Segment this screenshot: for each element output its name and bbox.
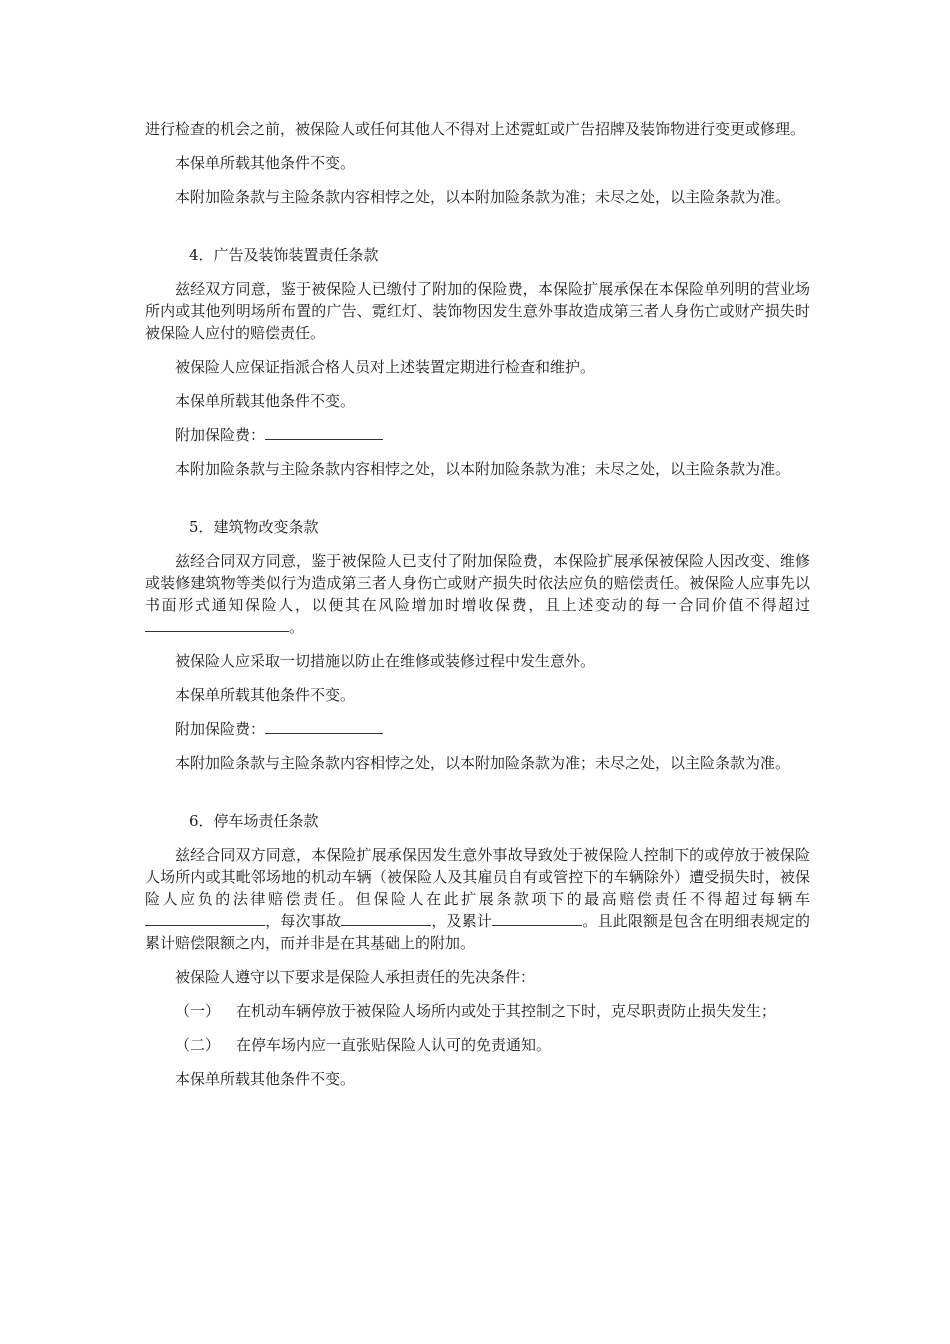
section-6-paragraph-3: 本保单所载其他条件不变。 [175,1070,356,1088]
section-5-paragraph-2: 被保险人应采取一切措施以防止在维修或装修过程中发生意外。 [175,652,596,670]
section-5-paragraph-5: 本附加险条款与主险条款内容相悖之处，以本附加险条款为准；未尽之处，以主险条款为准。 [175,754,791,772]
section-6-text-b: ，每次事故 [265,912,342,930]
section-5-paragraph-1-text: 兹经合同双方同意，鉴于被保险人已支付了附加保险费，本保险扩展承保被保险人因改变、维修或装修建筑物等类似行为造成第三者人身伤亡或财产损失时依法应负的赔偿责任。被保险人应事先以书面形式通知保险人，以便其在风险增加时增收保费，且上述变动的每一合同价值不得超过 [145,552,810,614]
document-page [145,118,810,1102]
section-5-paragraph-1 [145,550,810,638]
section-5 [145,516,810,774]
section-5-value-blank [145,616,289,632]
section-5-paragraph-1-end: 。 [289,618,305,636]
section-6-text-c: ，及累计 [431,912,493,930]
section-6-aggregate-blank [492,910,582,926]
section-6-item-1 [145,1000,810,1022]
intro-paragraph-2: 本保单所载其他条件不变。 [175,154,356,172]
section-5-paragraph-3: 本保单所载其他条件不变。 [175,686,356,704]
section-4-paragraph-3: 本保单所载其他条件不变。 [175,392,356,410]
section-6-heading: 6．停车场责任条款 [189,812,319,830]
section-6-item-2 [145,1034,810,1056]
section-4-premium-line [145,424,810,446]
section-4-paragraph-2: 被保险人应保证指派合格人员对上述装置定期进行检查和维护。 [175,358,596,376]
section-6-item-2-text: 在停车场内应一直张贴保险人认可的免责通知。 [236,1036,552,1054]
section-4-heading: 4．广告及装饰装置责任条款 [189,246,379,264]
section-4-paragraph-5: 本附加险条款与主险条款内容相悖之处，以本附加险条款为准；未尽之处，以主险条款为准。 [175,460,791,478]
section-6-paragraph-1 [145,844,810,954]
section-6 [145,810,810,1090]
section-5-premium-blank [265,718,383,734]
section-5-premium-line [145,718,810,740]
section-6-item-1-text: 在机动车辆停放于被保险人场所内或处于其控制之下时，克尽职责防止损失发生； [236,1002,777,1020]
section-4-paragraph-1: 兹经双方同意，鉴于被保险人已缴付了附加的保险费，本保险扩展承保在本保险单列明的营业场所内或其他列明场所布置的广告、霓红灯、装饰物因发生意外事故造成第三者人身伤亡或财产损失时被保险人应付的赔偿责任。 [145,280,810,342]
intro-paragraph-3: 本附加险条款与主险条款内容相悖之处，以本附加险条款为准；未尽之处，以主险条款为准。 [175,188,791,206]
section-4-premium-blank [265,424,383,440]
section-6-item-2-number: （二） [175,1036,221,1054]
section-6-text-d: 。且此限额是包含在明细表规定的累计赔偿限额之内，而并非是在其基础上的附加。 [145,912,810,952]
section-6-paragraph-2: 被保险人遵守以下要求是保险人承担责任的先决条件： [175,968,536,986]
section-5-heading: 5．建筑物改变条款 [189,518,319,536]
section-4-premium-label: 附加保险费： [175,426,266,444]
section-6-per-accident-blank [341,910,431,926]
intro-paragraph-1: 进行检查的机会之前，被保险人或任何其他人不得对上述霓虹或广告招牌及装饰物进行变更或修理。 [145,120,806,138]
section-5-premium-label: 附加保险费： [175,720,266,738]
section-4 [145,244,810,480]
section-6-item-1-number: （一） [175,1002,221,1020]
section-6-per-vehicle-blank [145,910,265,926]
section-6-text-a: 兹经合同双方同意，本保险扩展承保因发生意外事故导致处于被保险人控制下的或停放于被保险人场所内或其毗邻场地的机动车辆（被保险人及其雇员自有或管控下的车辆除外）遭受损失时，被保险人应负的法律赔偿责任。但保险人在此扩展条款项下的最高赔偿责任不得超过每辆车 [145,846,810,908]
